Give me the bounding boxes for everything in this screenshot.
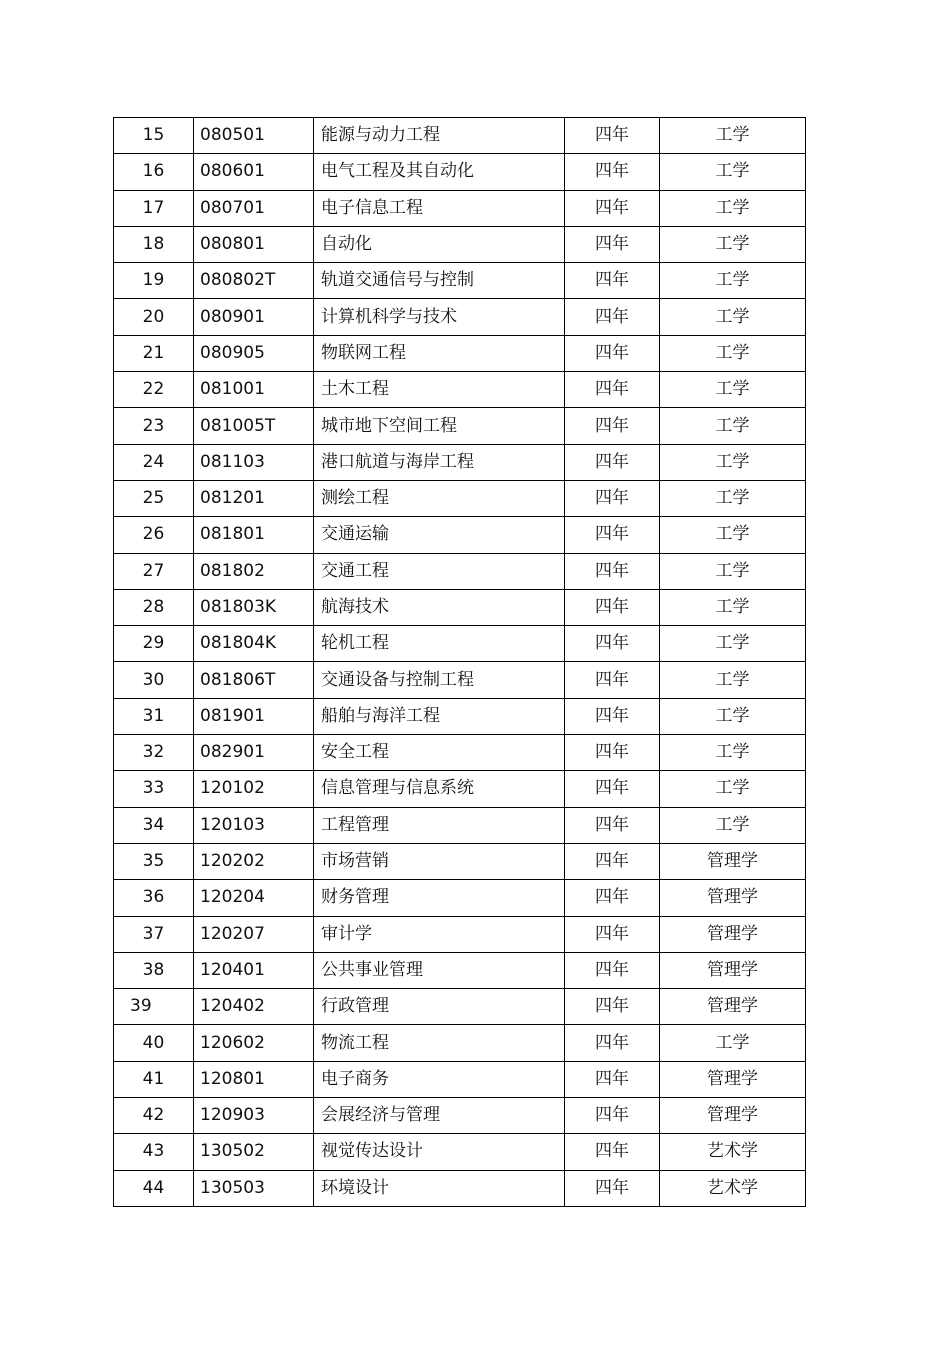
major-name-cell: 环境设计	[314, 1170, 565, 1206]
duration-cell: 四年	[565, 952, 660, 988]
table-row	[114, 118, 806, 154]
row-number-cell: 20	[114, 299, 194, 335]
major-code-cell: 080905	[194, 335, 314, 371]
degree-cell: 工学	[660, 444, 806, 480]
major-name-cell: 安全工程	[314, 735, 565, 771]
major-code-cell: 081201	[194, 480, 314, 516]
degree-cell: 管理学	[660, 916, 806, 952]
major-code-cell: 120207	[194, 916, 314, 952]
table-row	[114, 408, 806, 444]
table-row	[114, 299, 806, 335]
row-number-cell: 38	[114, 952, 194, 988]
table-row	[114, 226, 806, 262]
major-name-cell: 工程管理	[314, 807, 565, 843]
duration-cell: 四年	[565, 553, 660, 589]
duration-cell: 四年	[565, 190, 660, 226]
duration-cell: 四年	[565, 118, 660, 154]
duration-cell: 四年	[565, 807, 660, 843]
degree-cell: 工学	[660, 553, 806, 589]
row-number-cell: 32	[114, 735, 194, 771]
majors-table-body	[114, 118, 806, 1207]
major-code-cell: 081806T	[194, 662, 314, 698]
table-row	[114, 480, 806, 516]
table-row	[114, 335, 806, 371]
row-number-cell: 40	[114, 1025, 194, 1061]
row-number-cell: 41	[114, 1061, 194, 1097]
degree-cell: 工学	[660, 480, 806, 516]
major-name-cell: 物流工程	[314, 1025, 565, 1061]
degree-cell: 工学	[660, 662, 806, 698]
table-row	[114, 880, 806, 916]
table-row	[114, 771, 806, 807]
table-row	[114, 843, 806, 879]
major-name-cell: 电子信息工程	[314, 190, 565, 226]
table-row	[114, 372, 806, 408]
major-name-cell: 会展经济与管理	[314, 1098, 565, 1134]
row-number-cell: 28	[114, 589, 194, 625]
major-code-cell: 080701	[194, 190, 314, 226]
degree-cell: 工学	[660, 372, 806, 408]
degree-cell: 工学	[660, 190, 806, 226]
table-row	[114, 444, 806, 480]
major-name-cell: 测绘工程	[314, 480, 565, 516]
row-number-cell: 33	[114, 771, 194, 807]
duration-cell: 四年	[565, 1170, 660, 1206]
row-number-cell: 25	[114, 480, 194, 516]
degree-cell: 工学	[660, 263, 806, 299]
major-code-cell: 120401	[194, 952, 314, 988]
major-code-cell: 120204	[194, 880, 314, 916]
major-code-cell: 080501	[194, 118, 314, 154]
major-code-cell: 081802	[194, 553, 314, 589]
major-code-cell: 082901	[194, 735, 314, 771]
major-code-cell: 120801	[194, 1061, 314, 1097]
duration-cell: 四年	[565, 408, 660, 444]
degree-cell: 工学	[660, 517, 806, 553]
duration-cell: 四年	[565, 662, 660, 698]
row-number-cell: 29	[114, 626, 194, 662]
duration-cell: 四年	[565, 735, 660, 771]
major-code-cell: 081901	[194, 698, 314, 734]
degree-cell: 工学	[660, 408, 806, 444]
degree-cell: 工学	[660, 735, 806, 771]
table-row	[114, 662, 806, 698]
major-name-cell: 轨道交通信号与控制	[314, 263, 565, 299]
major-code-cell: 080601	[194, 154, 314, 190]
major-name-cell: 审计学	[314, 916, 565, 952]
degree-cell: 管理学	[660, 880, 806, 916]
major-code-cell: 120903	[194, 1098, 314, 1134]
major-name-cell: 物联网工程	[314, 335, 565, 371]
major-code-cell: 081001	[194, 372, 314, 408]
duration-cell: 四年	[565, 372, 660, 408]
major-name-cell: 信息管理与信息系统	[314, 771, 565, 807]
major-code-cell: 080901	[194, 299, 314, 335]
table-row	[114, 1025, 806, 1061]
table-row	[114, 1061, 806, 1097]
row-number-cell: 42	[114, 1098, 194, 1134]
major-code-cell: 081005T	[194, 408, 314, 444]
degree-cell: 工学	[660, 589, 806, 625]
duration-cell: 四年	[565, 880, 660, 916]
degree-cell: 管理学	[660, 952, 806, 988]
degree-cell: 艺术学	[660, 1170, 806, 1206]
degree-cell: 管理学	[660, 1061, 806, 1097]
duration-cell: 四年	[565, 916, 660, 952]
table-row	[114, 807, 806, 843]
table-row	[114, 989, 806, 1025]
duration-cell: 四年	[565, 517, 660, 553]
major-name-cell: 土木工程	[314, 372, 565, 408]
row-number-cell: 31	[114, 698, 194, 734]
degree-cell: 工学	[660, 154, 806, 190]
degree-cell: 工学	[660, 698, 806, 734]
major-code-cell: 130503	[194, 1170, 314, 1206]
row-number-cell: 44	[114, 1170, 194, 1206]
duration-cell: 四年	[565, 589, 660, 625]
degree-cell: 工学	[660, 226, 806, 262]
table-row	[114, 698, 806, 734]
major-code-cell: 130502	[194, 1134, 314, 1170]
major-name-cell: 港口航道与海岸工程	[314, 444, 565, 480]
row-number-cell: 37	[114, 916, 194, 952]
major-name-cell: 财务管理	[314, 880, 565, 916]
major-name-cell: 公共事业管理	[314, 952, 565, 988]
major-name-cell: 交通设备与控制工程	[314, 662, 565, 698]
table-row	[114, 589, 806, 625]
row-number-cell: 30	[114, 662, 194, 698]
row-number-cell: 15	[114, 118, 194, 154]
row-number-cell: 35	[114, 843, 194, 879]
duration-cell: 四年	[565, 1061, 660, 1097]
duration-cell: 四年	[565, 335, 660, 371]
row-number-cell: 24	[114, 444, 194, 480]
row-number-cell: 39	[114, 989, 194, 1025]
duration-cell: 四年	[565, 226, 660, 262]
major-name-cell: 交通工程	[314, 553, 565, 589]
major-code-cell: 080802T	[194, 263, 314, 299]
row-number-cell: 22	[114, 372, 194, 408]
major-name-cell: 自动化	[314, 226, 565, 262]
major-code-cell: 120402	[194, 989, 314, 1025]
row-number-cell: 43	[114, 1134, 194, 1170]
major-name-cell: 电气工程及其自动化	[314, 154, 565, 190]
major-name-cell: 轮机工程	[314, 626, 565, 662]
row-number-cell: 27	[114, 553, 194, 589]
duration-cell: 四年	[565, 989, 660, 1025]
duration-cell: 四年	[565, 843, 660, 879]
duration-cell: 四年	[565, 263, 660, 299]
degree-cell: 工学	[660, 807, 806, 843]
duration-cell: 四年	[565, 154, 660, 190]
major-name-cell: 能源与动力工程	[314, 118, 565, 154]
majors-table	[113, 117, 806, 1207]
table-row	[114, 190, 806, 226]
row-number-cell: 19	[114, 263, 194, 299]
table-row	[114, 626, 806, 662]
major-name-cell: 船舶与海洋工程	[314, 698, 565, 734]
degree-cell: 工学	[660, 626, 806, 662]
major-name-cell: 视觉传达设计	[314, 1134, 565, 1170]
major-code-cell: 120102	[194, 771, 314, 807]
major-code-cell: 081803K	[194, 589, 314, 625]
degree-cell: 管理学	[660, 989, 806, 1025]
row-number-cell: 16	[114, 154, 194, 190]
duration-cell: 四年	[565, 1025, 660, 1061]
major-code-cell: 120202	[194, 843, 314, 879]
degree-cell: 工学	[660, 335, 806, 371]
table-row	[114, 1134, 806, 1170]
major-code-cell: 120602	[194, 1025, 314, 1061]
duration-cell: 四年	[565, 626, 660, 662]
row-number-cell: 18	[114, 226, 194, 262]
row-number-cell: 23	[114, 408, 194, 444]
major-code-cell: 080801	[194, 226, 314, 262]
table-row	[114, 553, 806, 589]
table-row	[114, 1170, 806, 1206]
major-code-cell: 081804K	[194, 626, 314, 662]
row-number-cell: 21	[114, 335, 194, 371]
major-name-cell: 计算机科学与技术	[314, 299, 565, 335]
table-row	[114, 517, 806, 553]
row-number-cell: 17	[114, 190, 194, 226]
duration-cell: 四年	[565, 480, 660, 516]
major-name-cell: 行政管理	[314, 989, 565, 1025]
degree-cell: 工学	[660, 299, 806, 335]
major-code-cell: 120103	[194, 807, 314, 843]
duration-cell: 四年	[565, 698, 660, 734]
major-name-cell: 市场营销	[314, 843, 565, 879]
major-code-cell: 081801	[194, 517, 314, 553]
table-row	[114, 735, 806, 771]
table-row	[114, 154, 806, 190]
table-row	[114, 263, 806, 299]
table-row	[114, 952, 806, 988]
duration-cell: 四年	[565, 1098, 660, 1134]
major-name-cell: 交通运输	[314, 517, 565, 553]
duration-cell: 四年	[565, 771, 660, 807]
row-number-cell: 26	[114, 517, 194, 553]
degree-cell: 工学	[660, 771, 806, 807]
major-name-cell: 电子商务	[314, 1061, 565, 1097]
degree-cell: 艺术学	[660, 1134, 806, 1170]
degree-cell: 工学	[660, 1025, 806, 1061]
major-name-cell: 航海技术	[314, 589, 565, 625]
degree-cell: 管理学	[660, 843, 806, 879]
duration-cell: 四年	[565, 299, 660, 335]
major-name-cell: 城市地下空间工程	[314, 408, 565, 444]
row-number-cell: 34	[114, 807, 194, 843]
row-number-cell: 36	[114, 880, 194, 916]
degree-cell: 管理学	[660, 1098, 806, 1134]
duration-cell: 四年	[565, 444, 660, 480]
table-row	[114, 916, 806, 952]
degree-cell: 工学	[660, 118, 806, 154]
duration-cell: 四年	[565, 1134, 660, 1170]
table-row	[114, 1098, 806, 1134]
major-code-cell: 081103	[194, 444, 314, 480]
